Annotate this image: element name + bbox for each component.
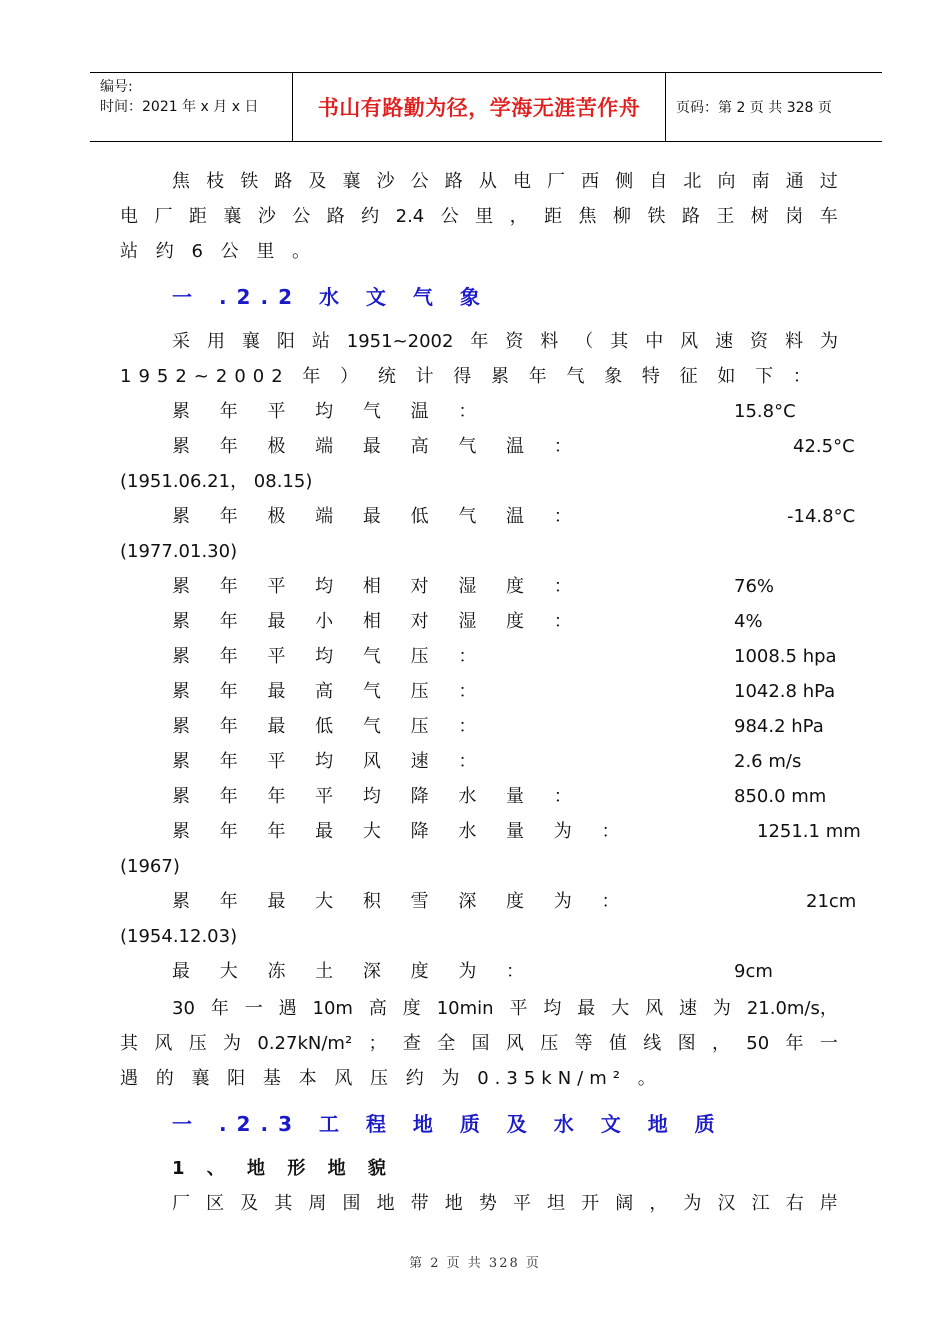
text-token: 自 — [649, 171, 668, 192]
text-token: ， — [509, 206, 528, 227]
text-token: 其 — [120, 1033, 138, 1054]
text-token: 围 — [342, 1193, 361, 1214]
doc-time: 时间：2021 年 x 月 x 日 — [100, 99, 259, 115]
climate-label: 累 年 最 大 积 雪 深 度 为 ： — [172, 891, 632, 912]
header-page-number: 页码：第 2 页 共 328 页 — [676, 100, 832, 116]
text-token: 厂 — [172, 1193, 190, 1214]
text-token: 采 — [172, 331, 190, 352]
paragraph-line: 站 约 6 公 里 。 — [120, 241, 317, 262]
text-token: 路 — [326, 206, 345, 227]
text-token: 为 — [712, 998, 731, 1019]
text-token: 岸 — [819, 1193, 838, 1214]
text-token: 北 — [683, 171, 702, 192]
climate-value: 9cm — [734, 961, 773, 982]
climate-label: 累 年 最 低 气 压 ： — [172, 716, 489, 737]
section-heading-hydro-meteorology: 一 .2.2 水 文 气 象 — [172, 285, 490, 309]
text-token: 势 — [478, 1193, 497, 1214]
text-token: 料 — [785, 331, 803, 352]
header-motto: 书山有路勤为径，学海无涯苦作舟 — [292, 73, 666, 141]
text-token: 岗 — [785, 206, 804, 227]
text-token: 遇 — [278, 998, 297, 1019]
paragraph-line — [120, 205, 838, 229]
section-heading-geology: 一 .2.3 工 程 地 质 及 水 文 地 质 — [172, 1112, 725, 1136]
text-token: 值 — [608, 1033, 627, 1054]
text-token: 向 — [717, 171, 736, 192]
text-token: 距 — [544, 206, 563, 227]
text-token: ， — [711, 1033, 730, 1054]
text-token: 其 — [274, 1193, 293, 1214]
text-token: 路 — [274, 171, 293, 192]
text-token: （ — [575, 331, 594, 352]
text-token: 电 — [120, 206, 138, 227]
text-token: 风 — [645, 998, 664, 1019]
text-token: 速 — [679, 998, 697, 1019]
text-token: 侧 — [615, 171, 634, 192]
text-token: 襄 — [342, 171, 361, 192]
text-token: 路 — [444, 171, 463, 192]
text-token: 南 — [751, 171, 770, 192]
text-token: 厂 — [547, 171, 566, 192]
text-token: 约 — [361, 206, 380, 227]
text-token: 江 — [751, 1193, 770, 1214]
climate-value: 76% — [734, 576, 775, 597]
text-token: 资 — [750, 331, 769, 352]
climate-label: 累 年 平 均 气 温 ： — [172, 401, 489, 422]
text-token: 周 — [308, 1193, 327, 1214]
text-token: 一 — [244, 998, 263, 1019]
text-token: 中 — [645, 331, 664, 352]
text-token: 风 — [680, 331, 699, 352]
text-token: 50 — [746, 1033, 770, 1054]
text-token: 王 — [716, 206, 735, 227]
text-token: 30 — [172, 998, 195, 1019]
text-token: 电 — [512, 171, 531, 192]
text-token: 从 — [478, 171, 497, 192]
paragraph-line — [172, 1192, 838, 1216]
doc-number-label: 编号: — [100, 79, 133, 95]
text-token: 10m — [312, 998, 353, 1019]
text-token: 10min — [436, 998, 494, 1019]
text-token: 国 — [471, 1033, 490, 1054]
text-token: 线 — [643, 1033, 662, 1054]
paragraph-line — [172, 330, 838, 354]
paragraph-line: 1952~2002 年 ） 统 计 得 累 年 气 象 特 征 如 下 ： — [120, 366, 818, 387]
text-token: ， — [649, 1193, 668, 1214]
text-token: 1951~2002 — [346, 331, 454, 352]
climate-label: 累 年 极 端 最 高 气 温 ： — [172, 436, 584, 457]
climate-label: 累 年 最 高 气 压 ： — [172, 681, 489, 702]
climate-value: 4% — [734, 611, 763, 632]
text-token: 高 — [368, 998, 387, 1019]
text-token: 地 — [376, 1193, 395, 1214]
text-token: 铁 — [240, 171, 259, 192]
text-token: 过 — [819, 171, 838, 192]
text-token: 开 — [581, 1193, 600, 1214]
text-token: 风 — [505, 1033, 524, 1054]
paragraph-line: 遇 的 襄 阳 基 本 风 压 约 为 0.35kN/m² 。 — [120, 1068, 662, 1089]
text-token: 沙 — [376, 171, 395, 192]
climate-label: 累 年 极 端 最 低 气 温 ： — [172, 506, 584, 527]
text-token: 铁 — [647, 206, 666, 227]
text-token: 大 — [611, 998, 630, 1019]
text-token: 其 — [610, 331, 629, 352]
text-token: 距 — [188, 206, 207, 227]
text-token: 公 — [410, 171, 429, 192]
text-token: 为 — [819, 331, 838, 352]
text-token: 为 — [223, 1033, 242, 1054]
climate-note: (1977.01.30) — [120, 541, 238, 562]
climate-label: 累 年 平 均 相 对 湿 度 ： — [172, 576, 584, 597]
text-token: 2.4 — [395, 206, 425, 227]
text-token: 及 — [308, 171, 327, 192]
text-token: 年 — [785, 1033, 804, 1054]
climate-value: 984.2 hPa — [734, 716, 824, 737]
text-token: 汉 — [717, 1193, 736, 1214]
page-footer: 第 2 页 共 328 页 — [409, 1256, 541, 1271]
paragraph-line — [172, 997, 838, 1021]
text-token: 平 — [509, 998, 528, 1019]
page-header — [90, 72, 882, 142]
climate-value: 1042.8 hPa — [734, 681, 836, 702]
text-token: 一 — [819, 1033, 838, 1054]
climate-label: 累 年 年 最 大 降 水 量 为 ： — [172, 821, 632, 842]
text-token: 等 — [574, 1033, 593, 1054]
text-token: 21.0m/s， — [746, 998, 838, 1019]
text-token: 阔 — [615, 1193, 634, 1214]
text-token: 及 — [240, 1193, 259, 1214]
text-token: 树 — [750, 206, 769, 227]
text-token: 地 — [444, 1193, 463, 1214]
text-token: 坦 — [547, 1193, 566, 1214]
text-token: 年 — [470, 331, 489, 352]
paragraph-line — [172, 170, 838, 194]
text-token: 用 — [206, 331, 225, 352]
text-token: 襄 — [223, 206, 242, 227]
text-token: 速 — [715, 331, 734, 352]
climate-value: -14.8°C — [787, 506, 856, 527]
text-token: 路 — [681, 206, 700, 227]
climate-value: 21cm — [806, 891, 857, 912]
text-token: 车 — [819, 206, 838, 227]
climate-value: 850.0 mm — [734, 786, 827, 807]
text-token: 阳 — [276, 331, 295, 352]
text-token: 襄 — [241, 331, 260, 352]
text-token: 区 — [206, 1193, 225, 1214]
climate-value: 1251.1 mm — [757, 821, 861, 842]
text-token: 通 — [785, 171, 804, 192]
text-token: 全 — [437, 1033, 456, 1054]
climate-note: (1954.12.03) — [120, 926, 238, 947]
text-token: 平 — [512, 1193, 531, 1214]
text-token: 厂 — [154, 206, 173, 227]
text-token: 为 — [683, 1193, 702, 1214]
text-token: 焦 — [172, 171, 190, 192]
text-token: 压 — [540, 1033, 559, 1054]
climate-note: (1951.06.21， 08.15) — [120, 471, 313, 492]
text-token: 公 — [292, 206, 311, 227]
text-token: 右 — [785, 1193, 804, 1214]
text-token: 风 — [154, 1033, 173, 1054]
climate-label: 累 年 最 小 相 对 湿 度 ： — [172, 611, 584, 632]
climate-value: 1008.5 hpa — [734, 646, 837, 667]
text-token: 料 — [540, 331, 559, 352]
climate-value: 42.5°C — [793, 436, 855, 457]
text-token: 查 — [402, 1033, 421, 1054]
climate-note: (1967) — [120, 856, 180, 877]
header-meta — [90, 73, 292, 141]
text-token: 最 — [577, 998, 596, 1019]
text-token: 度 — [402, 998, 421, 1019]
climate-label: 累 年 平 均 风 速 ： — [172, 751, 489, 772]
text-token: 沙 — [257, 206, 276, 227]
text-token: 焦 — [578, 206, 597, 227]
climate-label: 累 年 平 均 气 压 ： — [172, 646, 489, 667]
text-token: 压 — [188, 1033, 207, 1054]
text-token: 柳 — [612, 206, 631, 227]
text-token: 带 — [410, 1193, 429, 1214]
text-token: 公 — [440, 206, 459, 227]
climate-label: 累 年 年 平 均 降 水 量 ： — [172, 786, 584, 807]
subsection-heading-terrain: 1 、 地 形 地 貌 — [172, 1158, 394, 1179]
text-token: 里 — [475, 206, 494, 227]
climate-value: 15.8°C — [734, 401, 796, 422]
text-token: 年 — [210, 998, 229, 1019]
text-token: 枝 — [206, 171, 225, 192]
text-token: 资 — [505, 331, 524, 352]
text-token: 站 — [311, 331, 330, 352]
climate-value: 2.6 m/s — [734, 751, 802, 772]
text-token: 西 — [581, 171, 600, 192]
text-token: 0.27kN/m² — [257, 1033, 353, 1054]
climate-label: 最 大 冻 土 深 度 为 ： — [172, 961, 537, 982]
text-token: ； — [368, 1033, 387, 1054]
text-token: 均 — [543, 998, 562, 1019]
text-token: 图 — [677, 1033, 696, 1054]
paragraph-line — [120, 1032, 838, 1056]
